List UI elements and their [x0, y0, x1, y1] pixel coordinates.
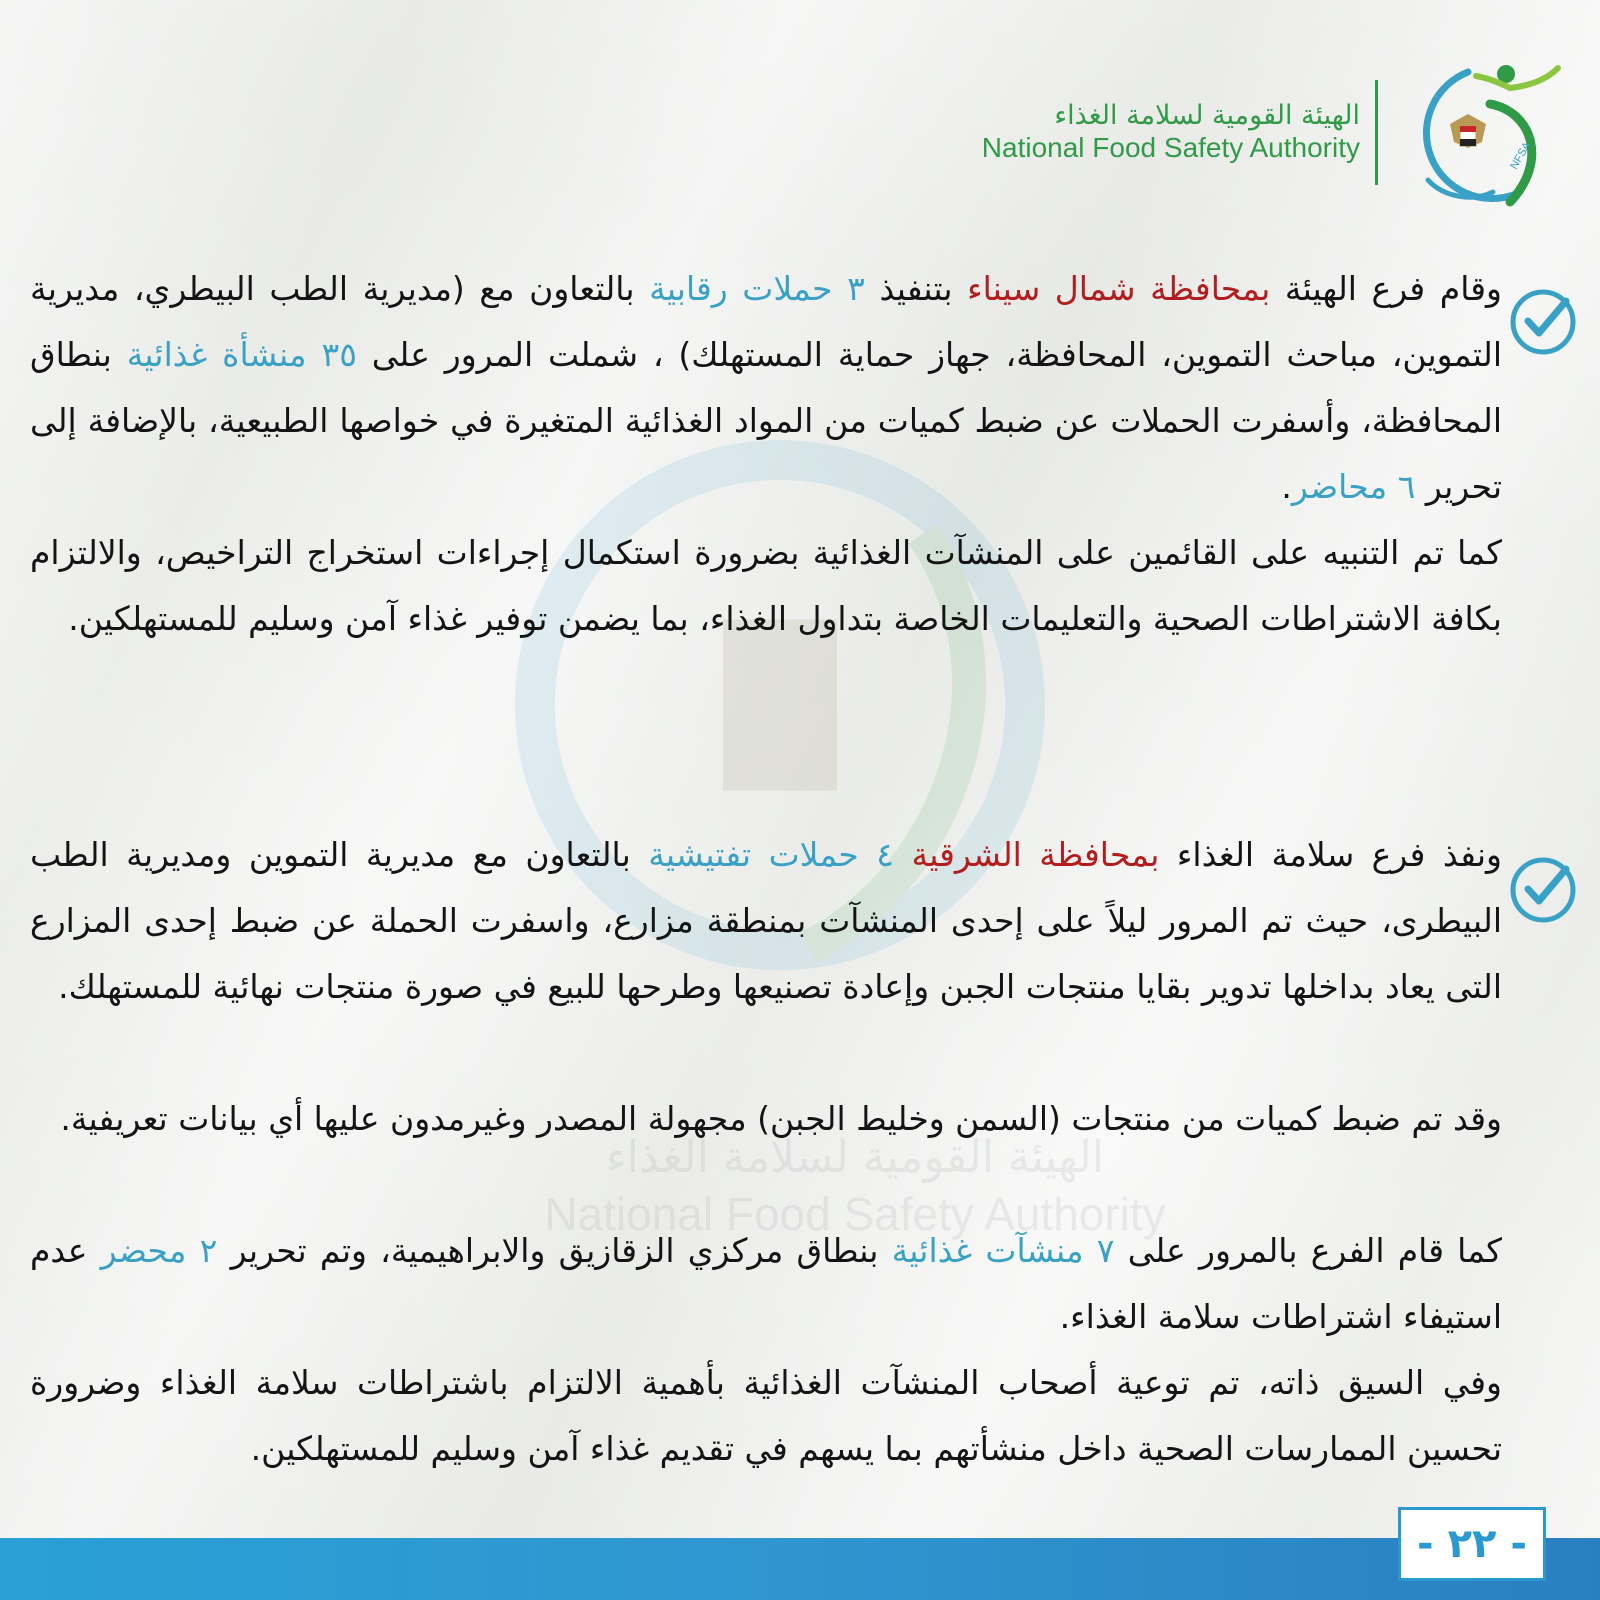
section1-paragraph2-content: كما تم التنبيه على القائمين على المنشآت الغذائية بضرورة استكمال إجراءات استخراج التراخيص، والالتزام بكافة الاشتراطات الصحية والتعليمات الخاصة بتداول الغذاء، بما يضمن توفير غذاء آمن وسليم للمستهلكين. [30, 533, 1502, 638]
section2-paragraph4-content: وفي السيق ذاته، تم توعية أصحاب المنشآت الغذائية بأهمية الالتزام باشتراطات سلامة الغذاء وضرورة تحسين الممارسات الصحية داخل منشأتهم بما يسهم في تقديم غذاء آمن وسليم للمستهلكين. [30, 1363, 1502, 1468]
highlight-figure: ٣٥ منشأة غذائية [126, 335, 357, 374]
checkmark-circle-icon [1508, 855, 1578, 925]
page-number-box [1398, 1507, 1546, 1581]
section2-paragraph1 [30, 822, 1502, 1020]
section2-paragraph2 [30, 1086, 1502, 1152]
watermark-text: الهيئة القومية لسلامة الغذاء National Food Safety Authority [544, 1132, 1166, 1240]
body-text [894, 835, 911, 874]
body-text: كما قام الفرع بالمرور على [1114, 1231, 1503, 1270]
footer-bar [0, 1538, 1600, 1600]
highlight-figure: ٢ محضر [100, 1231, 218, 1270]
body-text: ونفذ فرع سلامة الغذاء [1159, 835, 1502, 874]
body-text: بتنفيذ [864, 269, 968, 308]
body-text: بالتعاون مع مديرية التموين ومديرية الطب البيطرى، حيث تم المرور ليلاً على إحدى المنشآت بمنطقة مزارع، واسفرت الحملة عن ضبط إحدى المزارع التى يعاد بداخلها تدوير بقايا منتجات الجبن وإعادة تصنيعها وطرحها للبيع في صورة منتجات نهائية للمستهلك. [30, 835, 1502, 1006]
section2-paragraph3 [30, 1218, 1502, 1350]
highlight-figure: ٣ حملات رقابية [649, 269, 865, 308]
section2-paragraph4 [30, 1350, 1502, 1482]
highlight-governorate: بمحافظة الشرقية [911, 835, 1160, 874]
body-text: بالتعاون مع (مديرية الطب البيطري، مديرية التموين، مباحث التموين، المحافظة، جهاز حماية المستهلك) ، شملت المرور على [30, 269, 1502, 374]
svg-text:NFSA: NFSA [1508, 140, 1534, 172]
body-text: بنطاق المحافظة، وأسفرت الحملات عن ضبط كميات من المواد الغذائية المتغيرة في خواصها الطبيعية، بالإضافة إلى تحرير [30, 335, 1502, 506]
highlight-figure: ٧ منشآت غذائية [891, 1231, 1115, 1270]
highlight-figure: ٦ محاضر [1291, 467, 1416, 506]
highlight-figure: ٤ حملات تفتيشية [648, 835, 895, 874]
section1-paragraph2 [30, 520, 1502, 652]
page-number: - ٢٢ - [1417, 1521, 1527, 1567]
section2-paragraph1-content [30, 835, 1502, 1006]
section2-paragraph3-content [30, 1231, 1502, 1336]
body-text: عدم استيفاء اشتراطات سلامة الغذاء. [30, 1231, 1502, 1336]
header-divider [1375, 80, 1378, 185]
section2-paragraph2-content: وقد تم ضبط كميات من منتجات (السمن وخليط الجبن) مجهولة المصدر وغيرمدون عليها أي بيانات تعريفية. [60, 1099, 1502, 1138]
highlight-governorate: بمحافظة شمال سيناء [967, 269, 1271, 308]
section1-paragraph1-content [30, 269, 1502, 506]
section1-paragraph1 [30, 256, 1502, 520]
nfsa-logo-icon [1398, 52, 1568, 212]
checkmark-circle-icon [1508, 287, 1578, 357]
body-text: . [1281, 467, 1292, 506]
org-name-english: National Food Safety Authority [981, 132, 1360, 163]
body-text: وقام فرع الهيئة [1270, 269, 1502, 308]
org-name-arabic: الهيئة القومية لسلامة الغذاء [1054, 100, 1360, 131]
body-text: بنطاق مركزي الزقازيق والابراهيمية، وتم تحرير [217, 1231, 892, 1270]
